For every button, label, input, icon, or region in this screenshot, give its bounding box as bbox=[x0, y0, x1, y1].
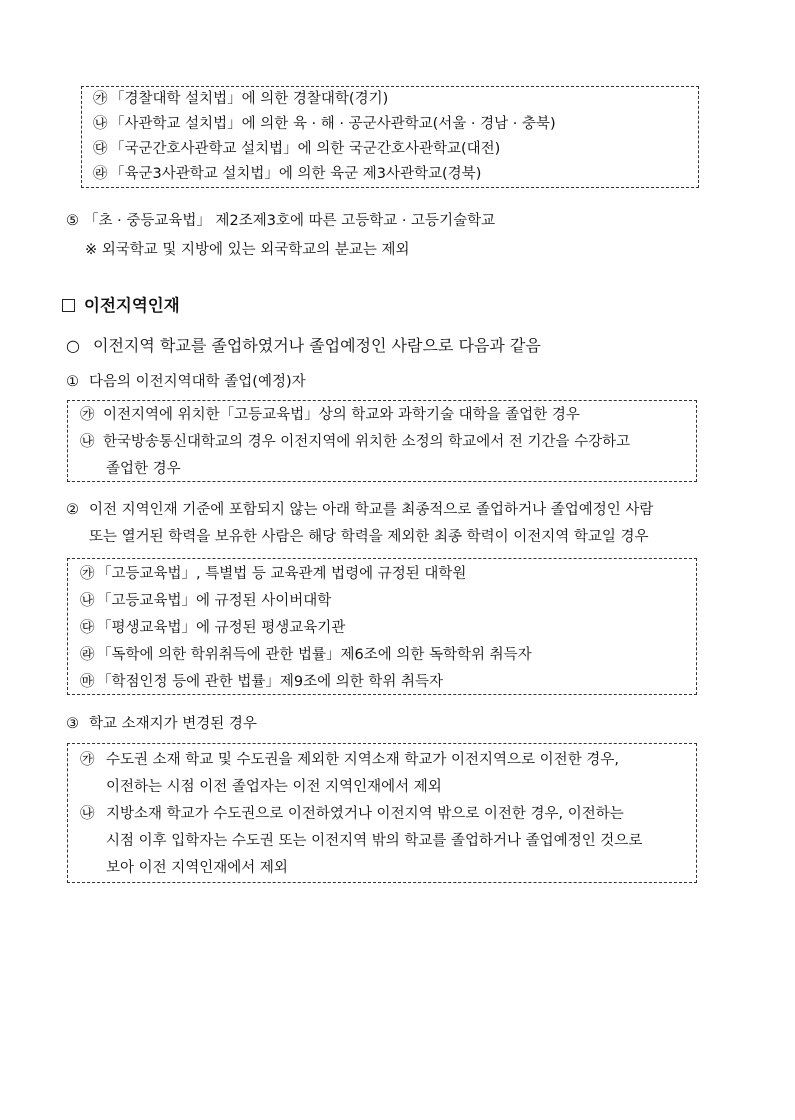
section-heading bbox=[62, 292, 180, 316]
item-marker: ③ bbox=[66, 716, 79, 732]
item-marker: ㉯ bbox=[80, 434, 95, 450]
item-marker: ㉱ bbox=[93, 166, 108, 182]
item-text: 이전 지역인재 기준에 포함되지 않는 아래 학교를 최종적으로 졸업하거나 졸업예정인 사람 bbox=[89, 502, 654, 518]
item-marker: ② bbox=[66, 502, 79, 518]
item-marker: ㉮ bbox=[93, 91, 108, 107]
item-text-continuation: 시점 이후 입학자는 수도권 또는 이전지역 밖의 학교를 졸업하거나 졸업예정인 것으로 bbox=[106, 833, 643, 849]
item-2-box bbox=[67, 558, 697, 695]
item-marker: ㉰ bbox=[93, 141, 108, 157]
item-text-continuation: 이전하는 시점 이전 졸업자는 이전 지역인재에서 제외 bbox=[106, 779, 442, 795]
item-text: 다음의 이전지역대학 졸업(예정)자 bbox=[89, 374, 306, 390]
item-text: 「경찰대학 설치법」에 의한 경찰대학(경기) bbox=[110, 91, 389, 107]
item-3-box bbox=[67, 743, 697, 883]
item-text: 수도권 소재 학교 및 수도권을 제외한 지역소재 학교가 이전지역으로 이전한 경우, bbox=[106, 752, 619, 768]
note-text: ※ 외국학교 및 지방에 있는 외국학교의 분교는 제외 bbox=[85, 242, 410, 258]
item-text: 지방소재 학교가 수도권으로 이전하였거나 이전지역 밖으로 이전한 경우, 이전하는 bbox=[106, 806, 624, 822]
item-marker: ㉰ bbox=[80, 620, 95, 636]
item-text: 「독학에 의한 학위취득에 관한 법률」제6조에 의한 독학학위 취득자 bbox=[97, 647, 532, 663]
academy-list-box bbox=[81, 86, 699, 188]
item-marker: ㉲ bbox=[80, 674, 95, 690]
item-text: 「초 · 중등교육법」 제2조제3호에 따른 고등학교 · 고등기술학교 bbox=[84, 213, 496, 229]
item-text: 한국방송통신대학교의 경우 이전지역에 위치한 소정의 학교에서 전 기간을 수강하고 bbox=[103, 434, 631, 450]
item-marker: ㉯ bbox=[80, 806, 95, 822]
section-title: 이전지역인재 bbox=[84, 296, 180, 315]
item-text: 「학점인정 등에 관한 법률」제9조에 의한 학위 취득자 bbox=[97, 674, 444, 690]
item-text-continuation: 또는 열거된 학력을 보유한 사람은 해당 학력을 제외한 최종 학력이 이전지역 학교일 경우 bbox=[89, 529, 649, 545]
item-text: 「육군3사관학교 설치법」에 의한 육군 제3사관학교(경북) bbox=[110, 166, 482, 182]
item-marker: ㉮ bbox=[80, 752, 95, 768]
item-marker: ㉱ bbox=[80, 647, 95, 663]
item-text-continuation: 보아 이전 지역인재에서 제외 bbox=[106, 860, 288, 876]
item-text-continuation: 졸업한 경우 bbox=[106, 461, 181, 477]
item-1-box bbox=[67, 400, 697, 482]
item-text: 「고등교육법」에 규정된 사이버대학 bbox=[97, 593, 332, 609]
lead-text: 이전지역 학교를 졸업하였거나 졸업예정인 사람으로 다음과 같음 bbox=[93, 336, 541, 355]
item-text: 이전지역에 위치한「고등교육법」상의 학교와 과학기술 대학을 졸업한 경우 bbox=[103, 407, 580, 423]
item-marker: ㉮ bbox=[80, 407, 95, 423]
item-marker: ㉯ bbox=[80, 593, 95, 609]
item-text: 「평생교육법」에 규정된 평생교육기관 bbox=[97, 620, 346, 636]
square-bullet-icon bbox=[62, 299, 75, 312]
item-marker: ㉮ bbox=[80, 566, 95, 582]
item-marker: ⑤ bbox=[66, 213, 79, 229]
item-text: 「국군간호사관학교 설치법」에 의한 국군간호사관학교(대전) bbox=[110, 141, 501, 157]
item-text: 「고등교육법」, 특별법 등 교육관계 법령에 규정된 대학원 bbox=[97, 566, 467, 582]
circle-bullet-icon: ○ bbox=[66, 336, 80, 355]
item-text: 학교 소재지가 변경된 경우 bbox=[89, 716, 257, 732]
item-text: 「사관학교 설치법」에 의한 육 · 해 · 공군사관학교(서울 · 경남 · 충북) bbox=[110, 116, 556, 132]
item-marker: ① bbox=[66, 374, 79, 390]
item-marker: ㉯ bbox=[93, 116, 108, 132]
